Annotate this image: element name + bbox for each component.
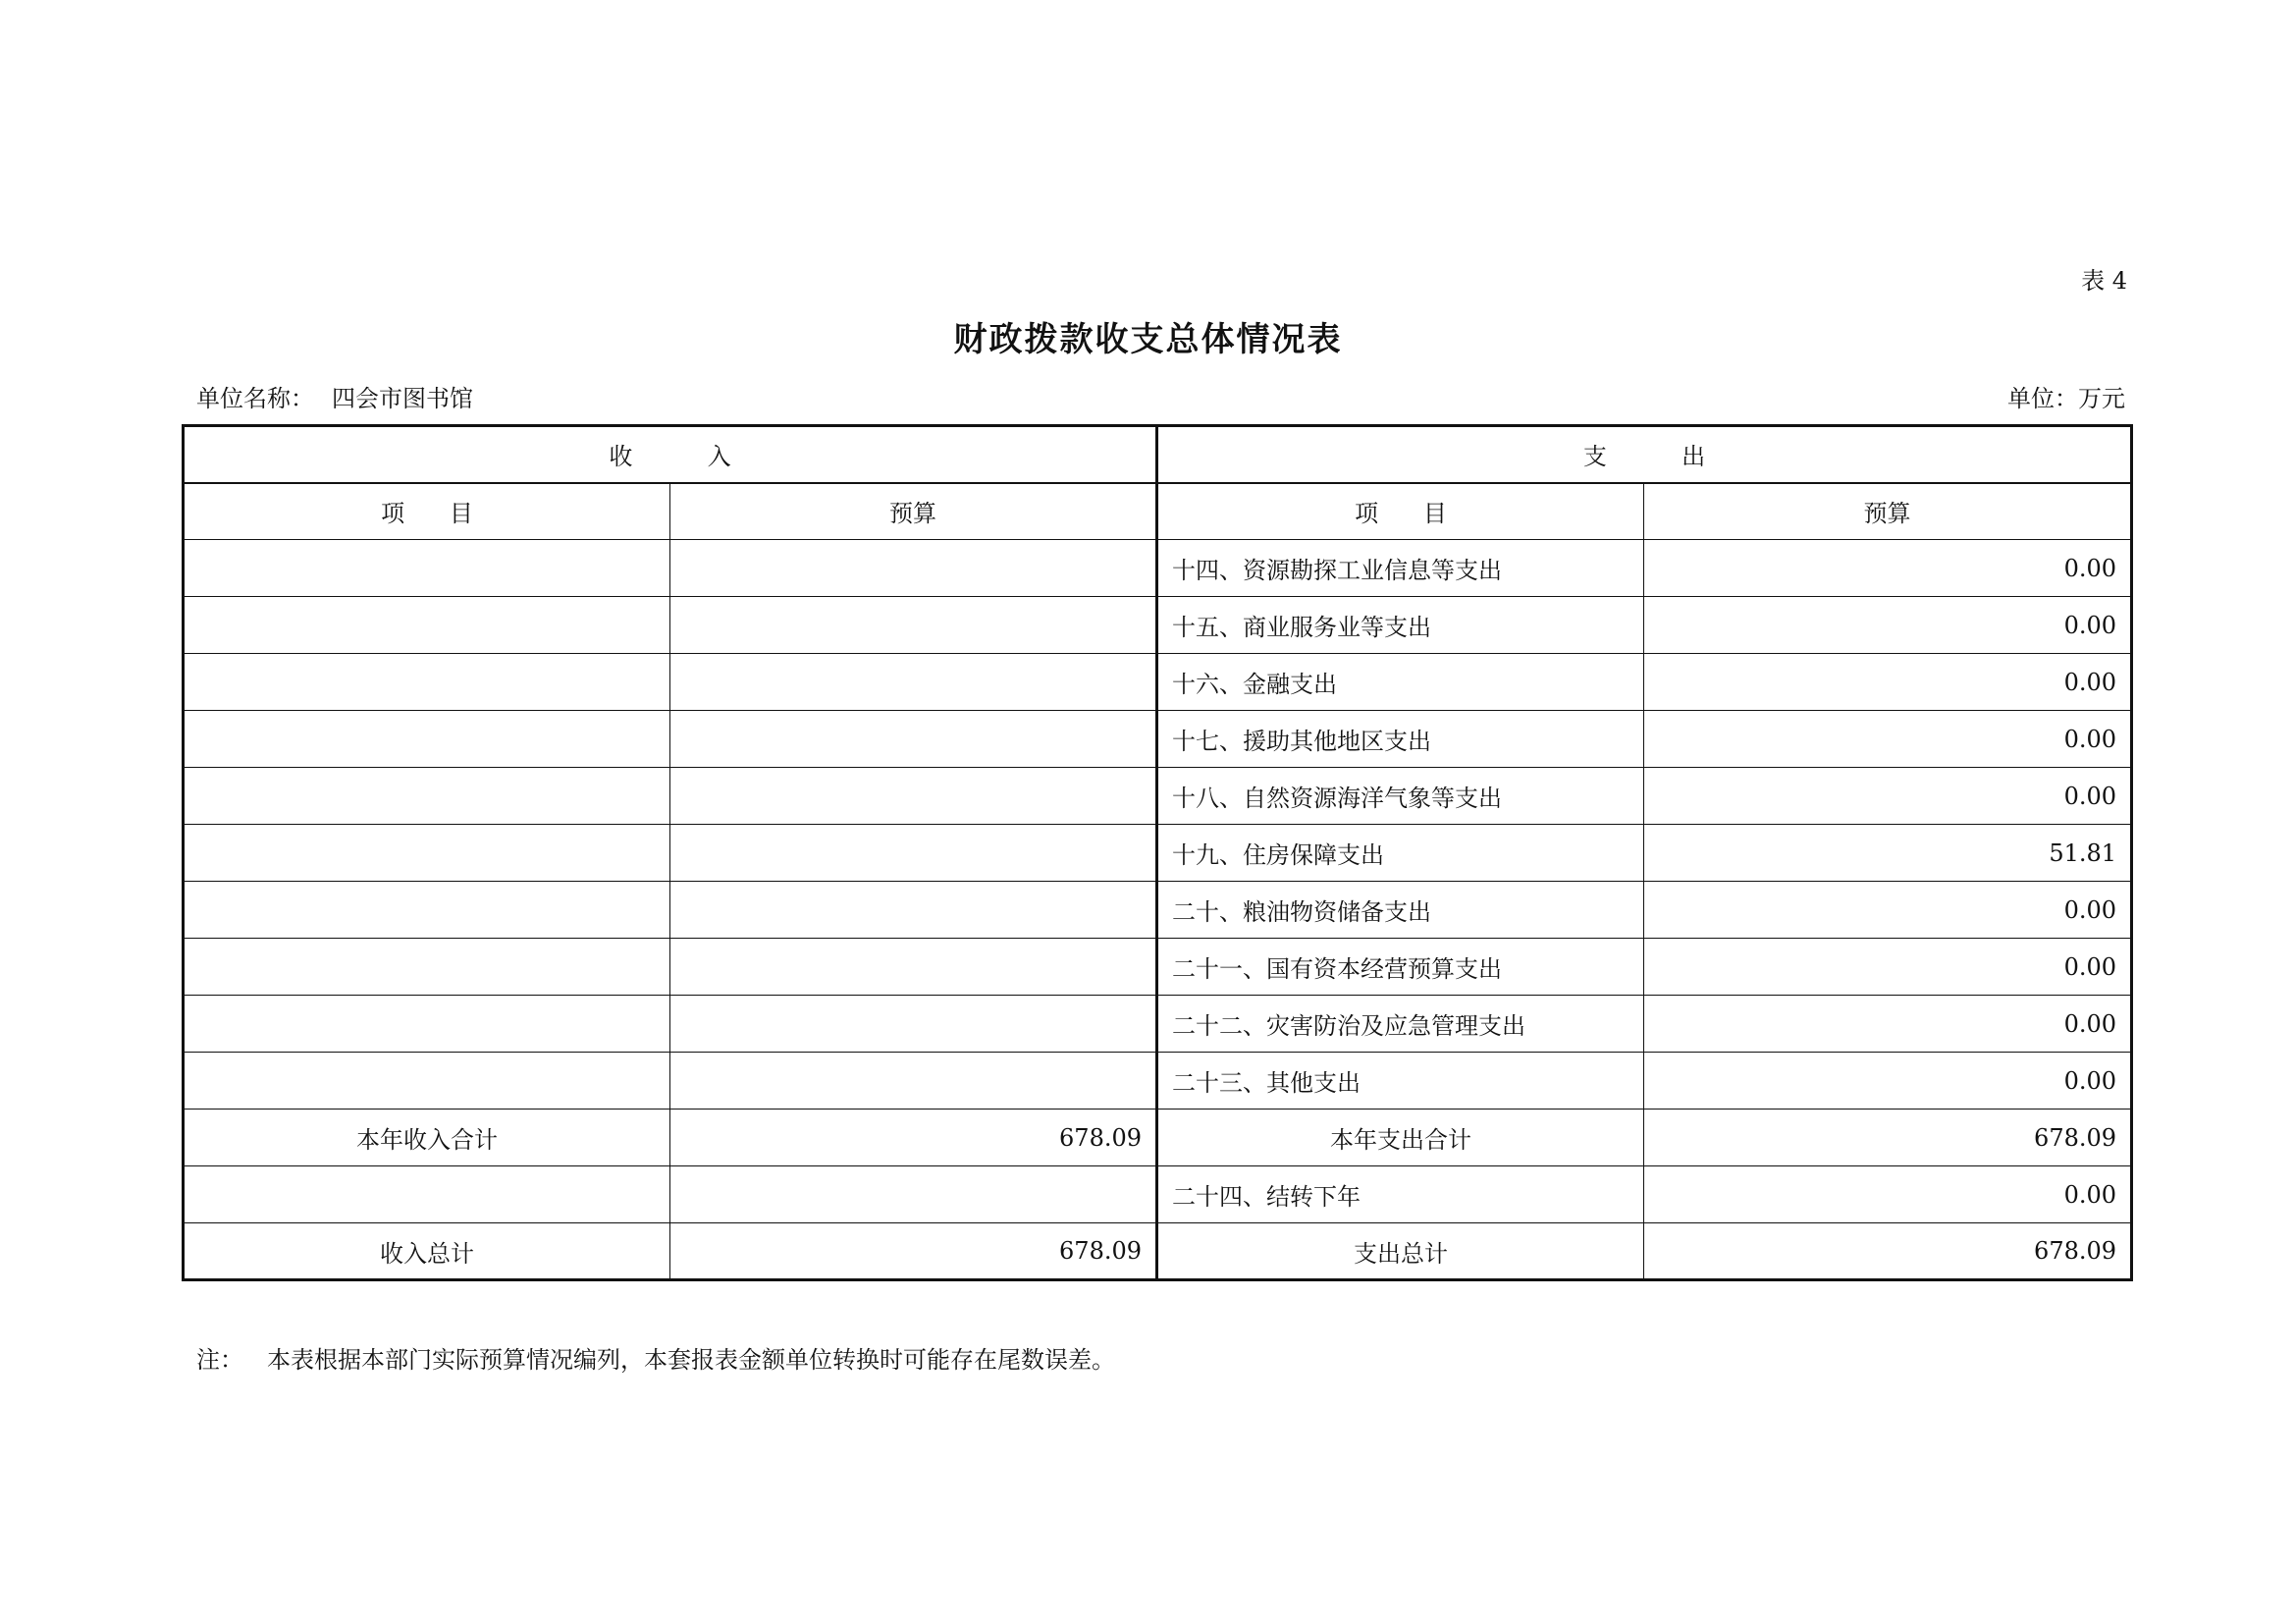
grand-total-row [184, 1223, 2132, 1280]
table-row [184, 654, 2132, 711]
table-number: 表 4 [2081, 267, 2127, 295]
income-item-cell [184, 597, 670, 654]
footnote [196, 1340, 1115, 1375]
income-year-total-value: 678.09 [670, 1110, 1157, 1166]
income-item-cell [184, 825, 670, 882]
carryover-item: 二十四、结转下年 [1157, 1166, 1644, 1223]
income-item-cell [184, 996, 670, 1053]
income-budget-header: 预算 [670, 483, 1157, 540]
income-grand-total-label: 收入总计 [184, 1223, 670, 1280]
income-section-header: 收 入 [184, 426, 1157, 483]
table-row [184, 996, 2132, 1053]
unit-name-value: 四会市图书馆 [332, 385, 473, 412]
expense-item-cell: 十九、住房保障支出 [1157, 825, 1644, 882]
expense-budget-cell: 0.00 [1644, 1053, 2132, 1110]
footnote-text: 本表根据本部门实际预算情况编列，本套报表金额单位转换时可能存在尾数误差。 [267, 1346, 1115, 1374]
income-budget-cell [670, 939, 1157, 996]
expense-budget-cell: 51.81 [1644, 825, 2132, 882]
page-title: 财政拨款收支总体情况表 [953, 320, 1343, 359]
income-item-header: 项 目 [184, 483, 670, 540]
expense-budget-cell: 0.00 [1644, 882, 2132, 939]
expense-item-cell: 十五、商业服务业等支出 [1157, 597, 1644, 654]
fiscal-allocation-table [182, 424, 2133, 1281]
income-budget-cell [670, 882, 1157, 939]
expense-budget-cell: 0.00 [1644, 939, 2132, 996]
table-row [184, 939, 2132, 996]
table-row [184, 882, 2132, 939]
expense-item-cell: 二十一、国有资本经营预算支出 [1157, 939, 1644, 996]
expense-item-cell: 十六、金融支出 [1157, 654, 1644, 711]
income-item-cell [184, 939, 670, 996]
expense-year-total-label: 本年支出合计 [1157, 1110, 1644, 1166]
column-header-row [184, 483, 2132, 540]
table-row [184, 768, 2132, 825]
expense-item-header: 项 目 [1157, 483, 1644, 540]
carryover-budget: 0.00 [1644, 1166, 2132, 1223]
expense-year-total-value: 678.09 [1644, 1110, 2132, 1166]
table-row [184, 1053, 2132, 1110]
income-budget-cell [670, 540, 1157, 597]
income-grand-total-value: 678.09 [670, 1223, 1157, 1280]
expense-budget-cell: 0.00 [1644, 711, 2132, 768]
expense-item-cell: 二十三、其他支出 [1157, 1053, 1644, 1110]
income-item-cell [184, 882, 670, 939]
table-row [184, 540, 2132, 597]
income-budget-cell [670, 825, 1157, 882]
carryover-row [184, 1166, 2132, 1223]
income-item-cell [184, 711, 670, 768]
expense-grand-total-value: 678.09 [1644, 1223, 2132, 1280]
expense-item-cell: 十八、自然资源海洋气象等支出 [1157, 768, 1644, 825]
unit-name-label: 单位名称： [196, 385, 314, 412]
expense-grand-total-label: 支出总计 [1157, 1223, 1644, 1280]
table-row [184, 711, 2132, 768]
expense-budget-cell: 0.00 [1644, 597, 2132, 654]
table-row [184, 597, 2132, 654]
expense-section-header: 支 出 [1157, 426, 2132, 483]
section-header-row [184, 426, 2132, 483]
expense-budget-cell: 0.00 [1644, 540, 2132, 597]
expense-budget-cell: 0.00 [1644, 996, 2132, 1053]
footnote-label: 注： [196, 1346, 243, 1374]
currency-unit: 单位：万元 [2007, 385, 2125, 412]
income-budget-cell [670, 711, 1157, 768]
income-item-cell [184, 1053, 670, 1110]
income-budget-cell [670, 1053, 1157, 1110]
expense-item-cell: 二十二、灾害防治及应急管理支出 [1157, 996, 1644, 1053]
expense-item-cell: 十四、资源勘探工业信息等支出 [1157, 540, 1644, 597]
income-budget-cell [670, 768, 1157, 825]
income-item-cell [184, 654, 670, 711]
expense-budget-cell: 0.00 [1644, 654, 2132, 711]
income-budget-cell [670, 654, 1157, 711]
income-item-cell [184, 1166, 670, 1223]
expense-budget-header: 预算 [1644, 483, 2132, 540]
year-total-row [184, 1110, 2132, 1166]
table-row [184, 825, 2132, 882]
income-item-cell [184, 540, 670, 597]
unit-name-line [196, 379, 473, 413]
expense-item-cell: 二十、粮油物资储备支出 [1157, 882, 1644, 939]
income-budget-cell [670, 996, 1157, 1053]
expense-budget-cell: 0.00 [1644, 768, 2132, 825]
income-year-total-label: 本年收入合计 [184, 1110, 670, 1166]
income-item-cell [184, 768, 670, 825]
income-budget-cell [670, 597, 1157, 654]
income-budget-cell [670, 1166, 1157, 1223]
expense-item-cell: 十七、援助其他地区支出 [1157, 711, 1644, 768]
